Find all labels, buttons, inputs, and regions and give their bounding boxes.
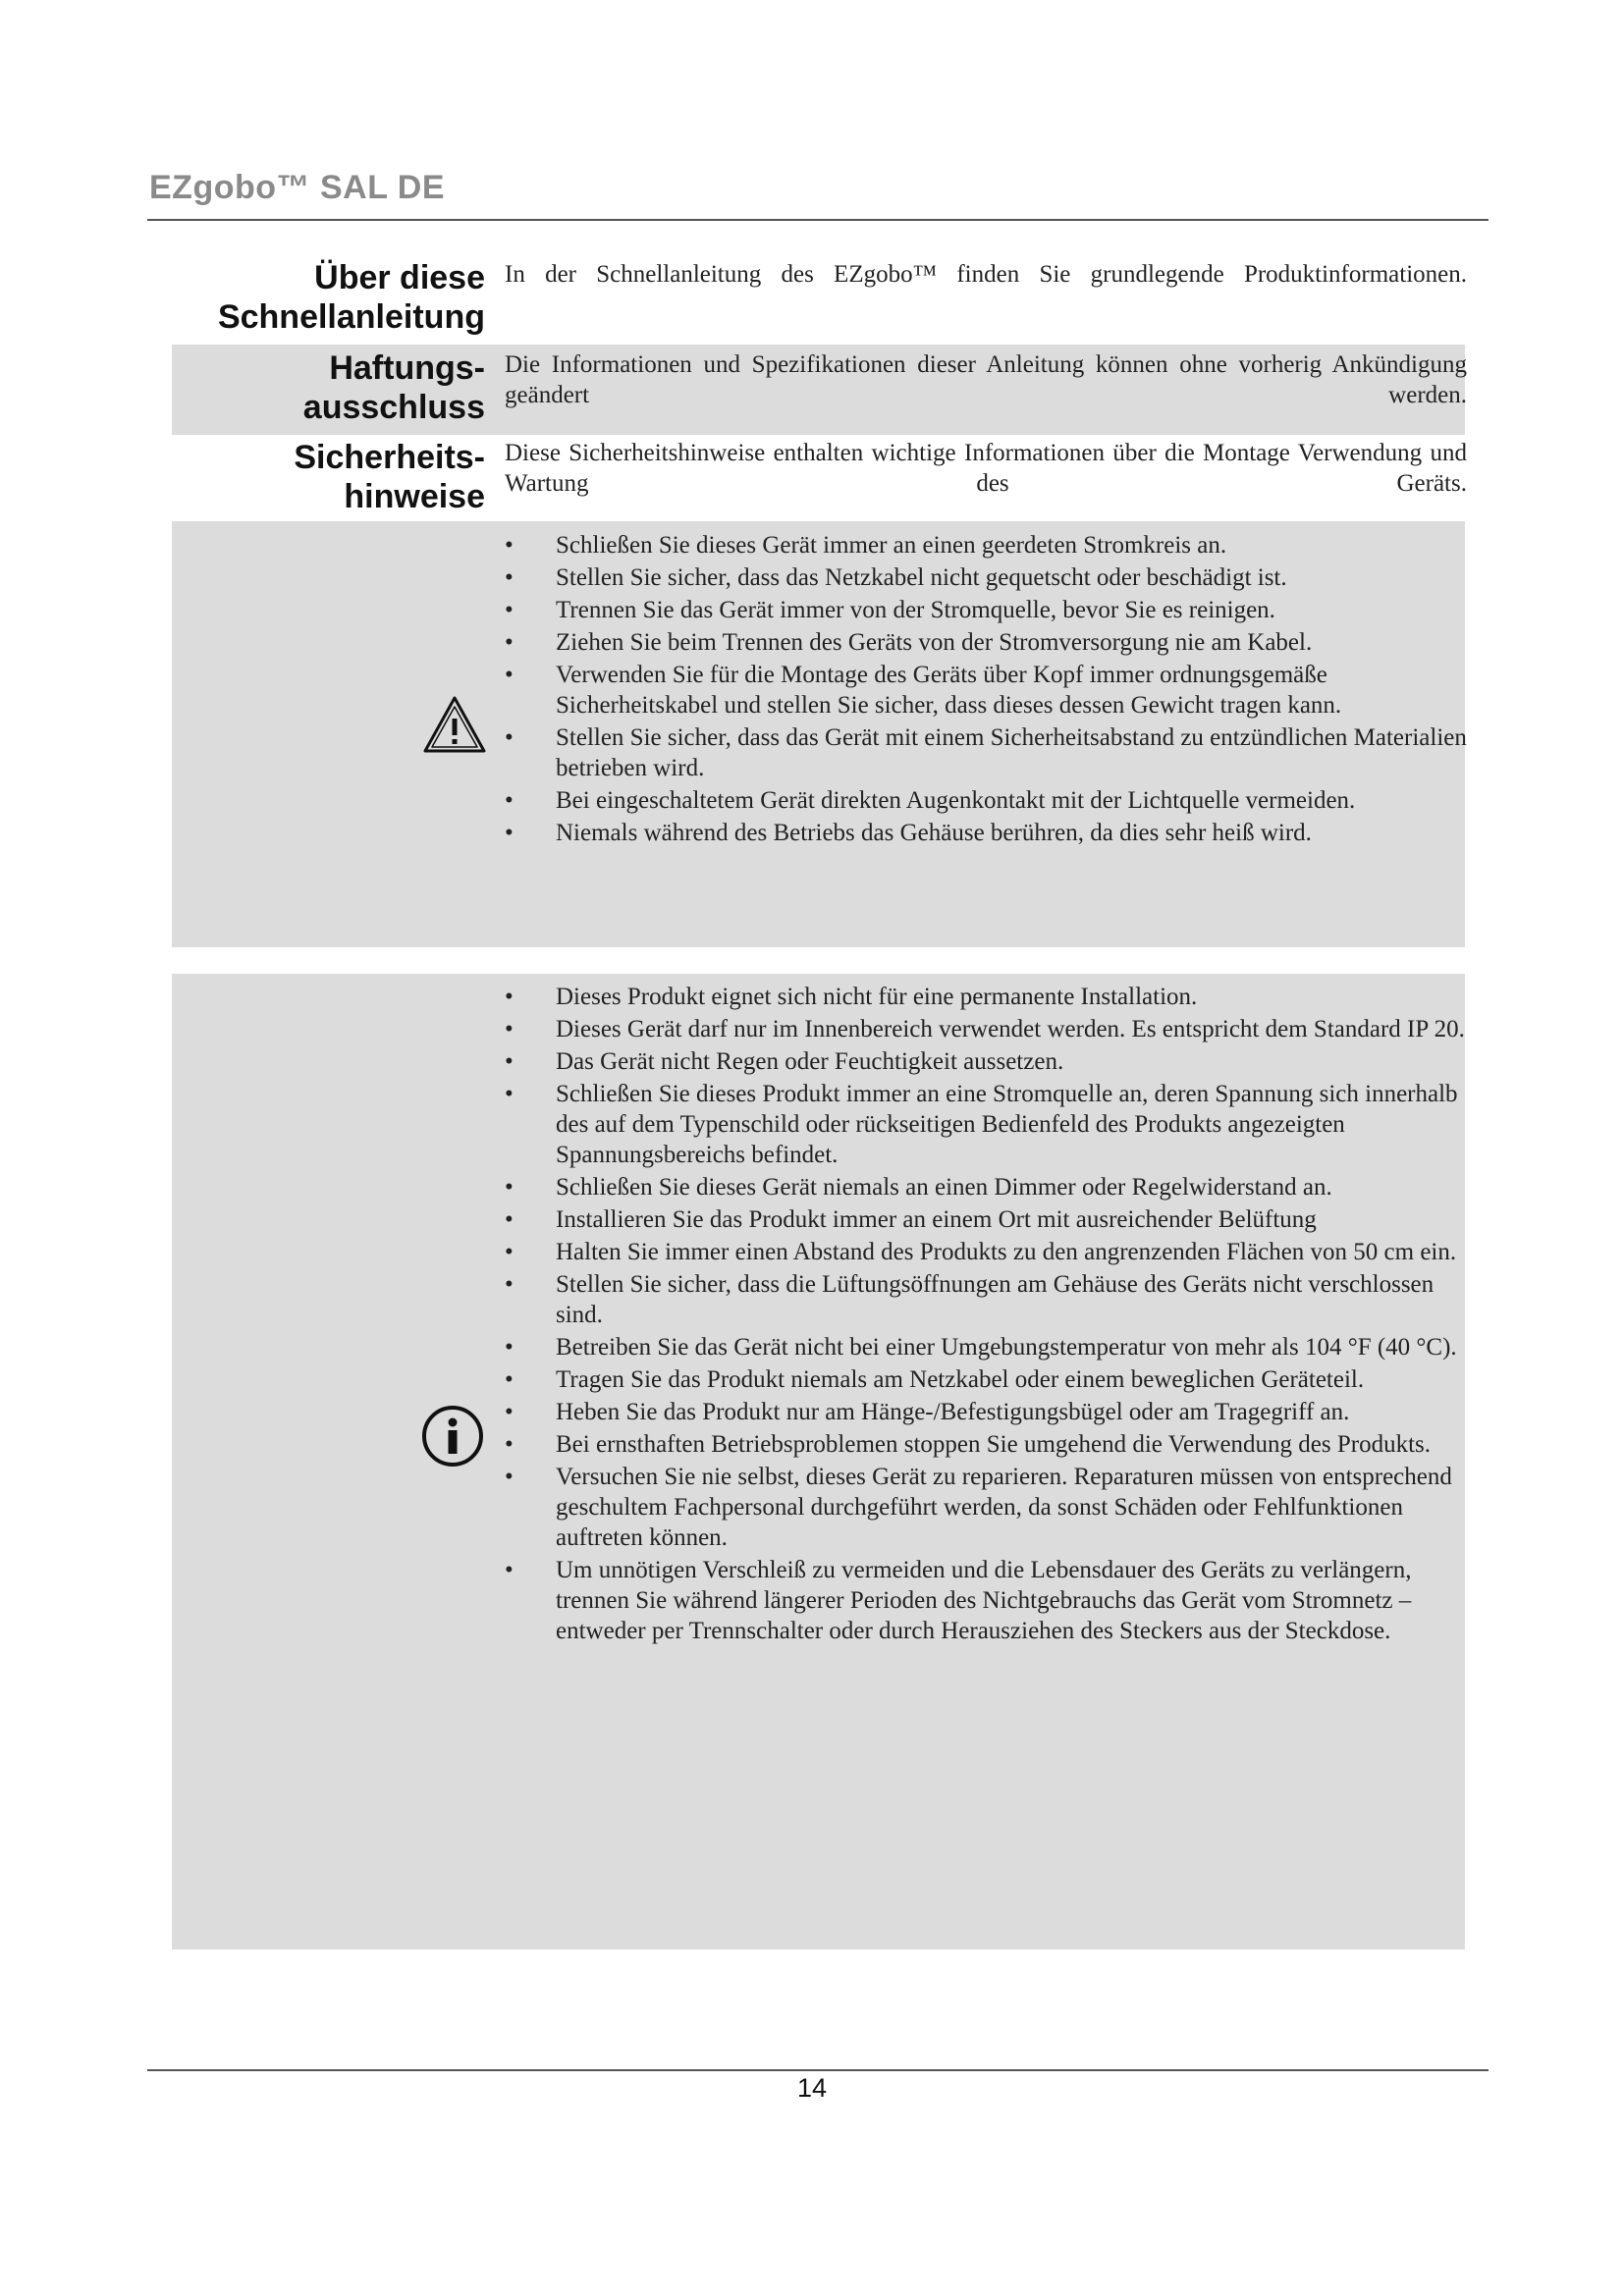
section-heading-disclaimer: [303, 348, 485, 427]
list-item: • Bei eingeschaltetem Gerät direkten Augenkontakt mit der Lichtquelle vermeiden.: [505, 785, 1467, 816]
list-item: • Halten Sie immer einen Abstand des Produkts zu den angrenzenden Flächen von 50 cm ein.: [505, 1237, 1467, 1267]
section-text-safety: Diese Sicherheitshinweise enthalten wichtige Informationen über die Montage Verwendung und Wartung des Geräts.: [505, 440, 1467, 497]
list-item: • Niemals während des Betriebs das Gehäuse berühren, da dies sehr heiß wird.: [505, 818, 1467, 848]
list-item: • Stellen Sie sicher, dass das Gerät mit einem Sicherheitsabstand zu entzündlichen Materialien betrieben wird.: [505, 722, 1467, 783]
list-item: • Betreiben Sie das Gerät nicht bei einer Umgebungstemperatur von mehr als 104 °F (40 °C).: [505, 1332, 1467, 1362]
section-heading-disclaimer-line2: ausschluss: [302, 389, 485, 426]
footer-rule: [147, 2069, 1489, 2071]
info-list: [505, 982, 1467, 1648]
list-item: • Dieses Gerät darf nur im Innenbereich verwendet werden. Es entspricht dem Standard IP 20.: [505, 1014, 1467, 1044]
list-item: • Heben Sie das Produkt nur am Hänge-/Befestigungsbügel oder am Tragegriff an.: [505, 1397, 1467, 1427]
section-heading-about-line1: Über diese: [314, 259, 485, 296]
warning-triangle-icon: [422, 695, 487, 754]
list-item: • Schließen Sie dieses Produkt immer an eine Stromquelle an, deren Spannung sich innerhalb des auf dem Typenschild oder rückseitigen Bedienfeld des Produkts angezeigten Spannungsbereichs befindet.: [505, 1079, 1467, 1170]
list-item: • Stellen Sie sicher, dass das Netzkabel nicht gequetscht oder beschädigt ist.: [505, 562, 1467, 593]
info-circle-icon: [420, 1404, 485, 1468]
list-item: • Tragen Sie das Produkt niemals am Netzkabel oder einem beweglichen Geräteteil.: [505, 1364, 1467, 1395]
list-item: • Ziehen Sie beim Trennen des Geräts von der Stromversorgung nie am Kabel.: [505, 627, 1467, 658]
document-header-title: EZgobo™ SAL DE: [149, 169, 446, 206]
section-heading-disclaimer-line1: Haftungs-: [329, 349, 485, 387]
list-item: • Trennen Sie das Gerät immer von der Stromquelle, bevor Sie es reinigen.: [505, 595, 1467, 625]
section-heading-about: [218, 258, 485, 337]
list-item: • Schließen Sie dieses Gerät niemals an einen Dimmer oder Regelwiderstand an.: [505, 1172, 1467, 1202]
list-item: • Dieses Produkt eignet sich nicht für eine permanente Installation.: [505, 982, 1467, 1012]
warning-list: [505, 530, 1467, 850]
section-heading-safety-line2: hinweise: [344, 478, 485, 515]
list-item: • Versuchen Sie nie selbst, dieses Gerät zu reparieren. Reparaturen müssen von entsprechend geschultem Fachpersonal durchgeführt werden, da sonst Schäden oder Fehlfunktionen auftreten können.: [505, 1462, 1467, 1553]
section-heading-about-line2: Schnellanleitung: [217, 298, 485, 336]
section-text-disclaimer: Die Informationen und Spezifikationen dieser Anleitung können ohne vorherig Ankündigung geändert werden.: [505, 351, 1467, 408]
list-item: • Bei ernsthaften Betriebsproblemen stoppen Sie umgehend die Verwendung des Produkts.: [505, 1429, 1467, 1460]
list-item: • Um unnötigen Verschleiß zu vermeiden und die Lebensdauer des Geräts zu verlängern, trennen Sie während längerer Perioden des Nichtgebrauchs das Gerät vom Stromnetz – entweder per Trennschalter oder durch Herausziehen des Steckers aus der Steckdose.: [505, 1555, 1467, 1646]
section-heading-safety-line1: Sicherheits-: [294, 439, 485, 476]
header-rule: [147, 219, 1489, 221]
list-item: • Verwenden Sie für die Montage des Geräts über Kopf immer ordnungsgemäße Sicherheitskabel und stellen Sie sicher, dass dieses dessen Gewicht tragen kann.: [505, 660, 1467, 721]
section-heading-safety: [294, 438, 485, 516]
section-text-about: In der Schnellanleitung des EZgobo™ finden Sie grundlegende Produktinformationen.: [505, 261, 1467, 288]
page-number: 14: [796, 2073, 828, 2103]
list-item: • Das Gerät nicht Regen oder Feuchtigkeit aussetzen.: [505, 1046, 1467, 1077]
list-item: • Stellen Sie sicher, dass die Lüftungsöffnungen am Gehäuse des Geräts nicht verschlossen sind.: [505, 1269, 1467, 1330]
list-item: • Installieren Sie das Produkt immer an einem Ort mit ausreichender Belüftung: [505, 1204, 1467, 1235]
list-item: • Schließen Sie dieses Gerät immer an einen geerdeten Stromkreis an.: [505, 530, 1467, 561]
